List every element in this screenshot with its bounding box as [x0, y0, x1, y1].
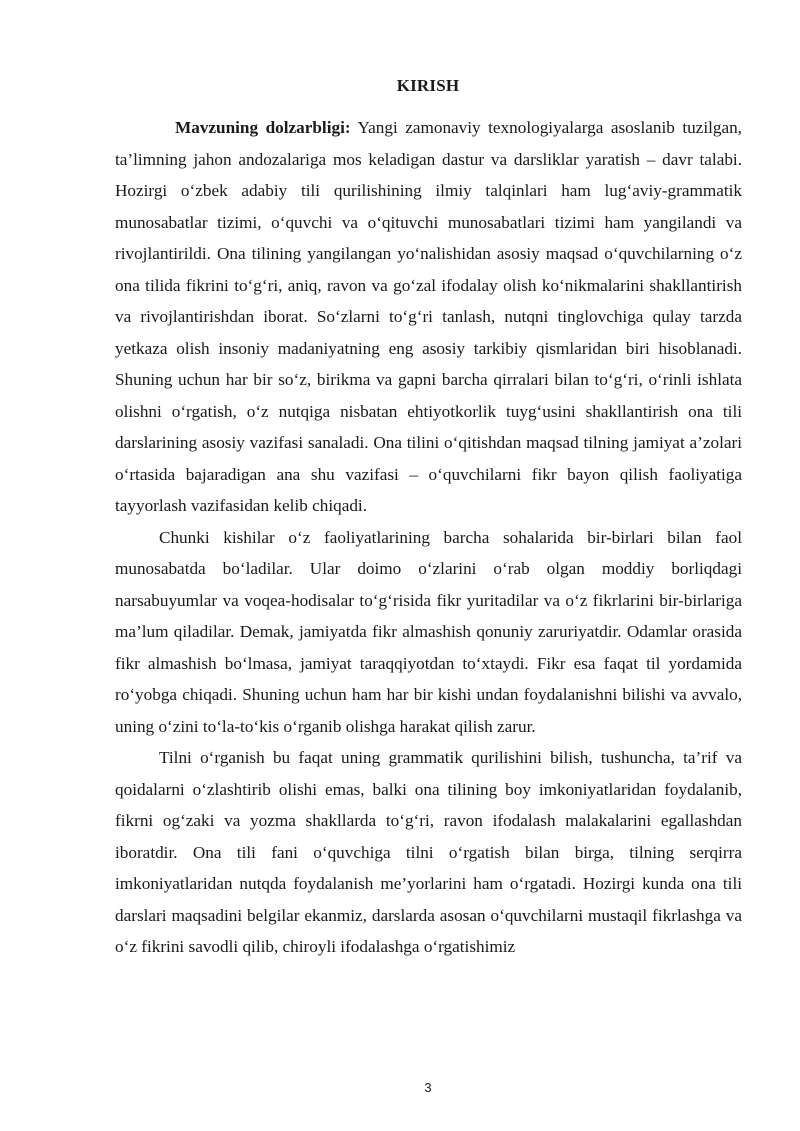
- paragraph: Chunki kishilar o‘z faoliyatlarining barcha sohalarida bir-birlari bilan faol munosabatda bo‘ladilar. Ular doimo o‘zlarini o‘rab olgan moddiy borliqdagi narsabuyumlar va voqea-hodisalar to‘g‘risida fikr yuritadilar va o‘z fikrlarini bir-birlariga ma’lum qiladilar. Demak, jamiyatda fikr almashish qonuniy zaruriyatdir. Odamlar orasida fikr almashish bo‘lmasa, jamiyat taraqqiyotdan to‘xtaydi. Fikr esa faqat til yordamida ro‘yobga chiqadi. Shuning uchun ham har bir kishi undan foydalanishni bilishi va avvalo, uning o‘zini to‘la-to‘kis o‘rganib olishga harakat qilish zarur.: [115, 527, 742, 736]
- section-heading: KIRISH: [396, 76, 460, 95]
- paragraph-lead: Mavzuning dolzarbligi:: [175, 118, 351, 137]
- page-number: 3: [424, 1080, 432, 1095]
- paragraph: [115, 112, 742, 522]
- body-text: [115, 112, 742, 963]
- paragraph-text: Yangi zamonaviy texnologiyalarga asoslanib tuzilgan, ta’limning jahon andozalariga mos keladigan dastur va darsliklar yaratish – davr talabi. Hozirgi o‘zbek adabiy tili qurilishining ilmiy talqinlari ham lug‘aviy-grammatik munosabatlar tizimi, o‘quvchi va o‘qituvchi munosabatlari tizimi ham yangilandi va rivojlantirildi. Ona tilining yangilangan yo‘nalishidan asosiy maqsad o‘quvchilarning o‘z ona tilida fikrini to‘g‘ri, aniq, ravon va go‘zal ifodalay olish ko‘nikmalarini shakllantirish va rivojlantirishdan iborat. So‘zlarni to‘g‘ri tanlash, nutqni tinglovchiga qulay tarzda yetkaza olish insoniy madaniyatning eng asosiy tarkibiy qismlaridan biri hisoblanadi. Shuning uchun har bir so‘z, birikma va gapni barcha qirralari bilan to‘g‘ri, o‘rinli ishlata olishni o‘rgatish, o‘z nutqiga nisbatan ehtiyotkorlik tuyg‘usini shakllantirish ona tili darslarining asosiy vazifasi sanaladi. Ona tilini o‘qitishdan maqsad tilning jamiyat a’zolari o‘rtasida bajaradigan ana shu vazifasi – o‘quvchilarni fikr bayon qilish faoliyatiga tayyorlash vazifasidan kelib chiqadi.: [115, 118, 742, 515]
- paragraph: Tilni o‘rganish bu faqat uning grammatik qurilishini bilish, tushuncha, ta’rif va qoidalarni o‘zlashtirib olishi emas, balki ona tilining boy imkoniyatlaridan foydalanib, fikrni og‘zaki va yozma shakllarda to‘g‘ri, ravon ifodalash malakalarini egallashdan iboratdir. Ona tili fani o‘quvchiga tilni o‘rgatish bilan birga, tilning serqirra imkoniyatlaridan nutqda foydalanish me’yorlarini ham o‘rgatadi. Hozirgi kunda ona tili darslari maqsadini belgilar ekanmiz, darslarda asosan o‘quvchilarni mustaqil fikrlashga va o‘z fikrini savodli qilib, chiroyli ifodalashga o‘rgatishimiz: [115, 748, 742, 956]
